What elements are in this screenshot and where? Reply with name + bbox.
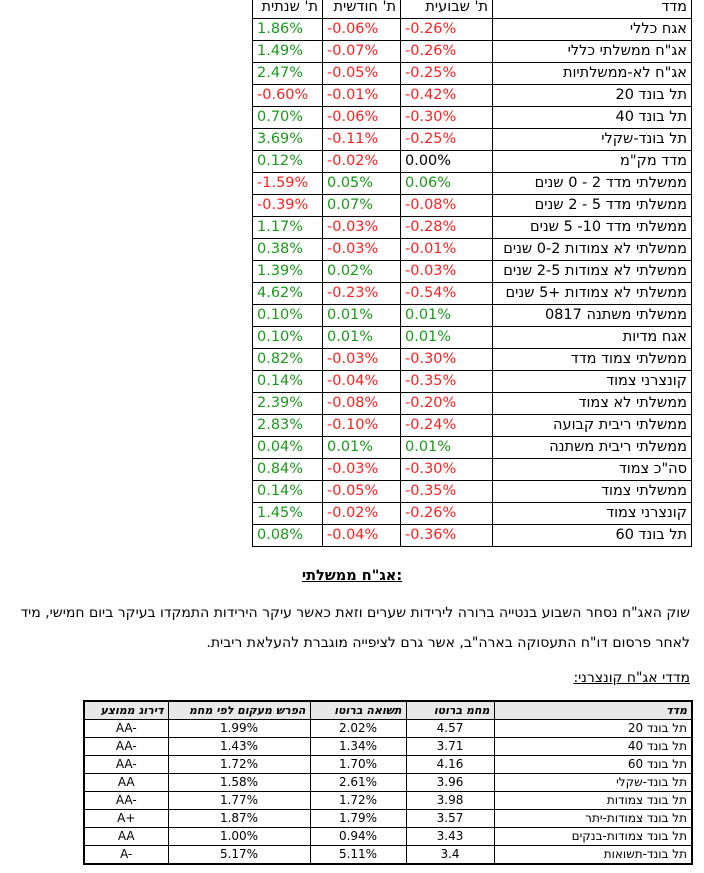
cell-yearly: 0.14% (253, 371, 323, 393)
cell-spread: 1.58% (168, 774, 310, 792)
cell-gross-duration: 3.96 (406, 774, 494, 792)
cell-rating: AA- (84, 738, 168, 756)
cell-index-name: ממשלתי מדד 10- 5 שנים (493, 217, 692, 239)
table-row (253, 415, 692, 437)
cell-gross-yield: 1.34% (310, 738, 406, 756)
cell-monthly: -0.06% (323, 107, 401, 129)
cell-index-name: תל בונד 20 (493, 85, 692, 107)
cell-rating: AA- (84, 756, 168, 774)
cell-weekly: -0.26% (401, 19, 493, 41)
cell-weekly: 0.01% (401, 437, 493, 459)
table-row (253, 239, 692, 261)
cell-yearly: 0.82% (253, 349, 323, 371)
cell-monthly: -0.04% (323, 525, 401, 547)
cell-rating: AA (84, 774, 168, 792)
cell-index-name: ממשלתי צמוד מדד (493, 349, 692, 371)
table-row (84, 810, 692, 828)
cell-weekly: -0.30% (401, 349, 493, 371)
table-row (253, 85, 692, 107)
cell-yearly: -0.39% (253, 195, 323, 217)
table-row (253, 283, 692, 305)
cell-monthly: -0.23% (323, 283, 401, 305)
cell-gross-duration: 4.16 (406, 756, 494, 774)
header-average-rating: דירוג ממוצע (84, 701, 168, 720)
cell-yearly: -0.60% (253, 85, 323, 107)
cell-index-name: ממשלתי לא צמוד (493, 393, 692, 415)
cell-gross-yield: 1.70% (310, 756, 406, 774)
cell-rating: AA (84, 828, 168, 846)
cell-weekly: -0.25% (401, 129, 493, 151)
cell-yearly: 2.83% (253, 415, 323, 437)
cell-index-name: ממשלתי מדד 5 - 2 שנים (493, 195, 692, 217)
cell-index-name: תל בונד 60 (493, 525, 692, 547)
cell-yearly: 0.84% (253, 459, 323, 481)
table-row (253, 63, 692, 85)
cell-weekly: -0.25% (401, 63, 493, 85)
table-row (84, 846, 692, 865)
header-index-name: מדד (493, 0, 692, 19)
cell-spread: 1.72% (168, 756, 310, 774)
table-row (84, 828, 692, 846)
cell-yearly: 0.12% (253, 151, 323, 173)
indices-header-row (253, 0, 692, 19)
cell-weekly: -0.54% (401, 283, 493, 305)
cell-rating: AA- (84, 720, 168, 738)
header-spread: הפרש מעקום לפי מחמ (168, 701, 310, 720)
cell-index-name: ממשלתי מדד 2 - 0 שנים (493, 173, 692, 195)
cell-index-name: ממשלתי משתנה 0817 (493, 305, 692, 327)
table-row (253, 327, 692, 349)
cell-corp-index-name: תל בונד-תשואות (494, 846, 692, 865)
table-row (253, 459, 692, 481)
cell-monthly: 0.02% (323, 261, 401, 283)
cell-monthly: -0.03% (323, 459, 401, 481)
cell-yearly: 0.14% (253, 481, 323, 503)
cell-weekly: -0.01% (401, 239, 493, 261)
cell-monthly: -0.06% (323, 19, 401, 41)
cell-weekly: 0.06% (401, 173, 493, 195)
cell-yearly: 0.10% (253, 327, 323, 349)
cell-index-name: אגח מדיות (493, 327, 692, 349)
cell-index-name: תל בונד-שקלי (493, 129, 692, 151)
cell-yearly: 2.39% (253, 393, 323, 415)
cell-weekly: -0.08% (401, 195, 493, 217)
cell-index-name: ממשלתי צמוד (493, 481, 692, 503)
cell-index-name: סה"כ צמוד (493, 459, 692, 481)
cell-weekly: -0.42% (401, 85, 493, 107)
cell-monthly: -0.04% (323, 371, 401, 393)
cell-weekly: -0.36% (401, 525, 493, 547)
cell-weekly: -0.28% (401, 217, 493, 239)
cell-monthly: -0.08% (323, 393, 401, 415)
cell-monthly: -0.03% (323, 349, 401, 371)
cell-gross-yield: 1.79% (310, 810, 406, 828)
table-row (84, 720, 692, 738)
cell-corp-index-name: תל בונד צמודות-יתר (494, 810, 692, 828)
cell-weekly: -0.30% (401, 107, 493, 129)
cell-weekly: 0.01% (401, 327, 493, 349)
cell-weekly: -0.26% (401, 503, 493, 525)
cell-gross-yield: 2.02% (310, 720, 406, 738)
subsection-title-corporate-indices: מדדי אג"ח קונצרני: (573, 670, 690, 686)
table-row (253, 349, 692, 371)
cell-monthly: -0.05% (323, 63, 401, 85)
cell-index-name: אג"ח לא-ממשלתיות (493, 63, 692, 85)
cell-spread: 1.77% (168, 792, 310, 810)
table-row (253, 173, 692, 195)
table-row (253, 107, 692, 129)
table-row (253, 41, 692, 63)
cell-spread: 1.00% (168, 828, 310, 846)
cell-rating: AA- (84, 792, 168, 810)
table-row (253, 305, 692, 327)
cell-rating: A+ (84, 810, 168, 828)
cell-monthly: 0.01% (323, 305, 401, 327)
cell-weekly: -0.24% (401, 415, 493, 437)
header-gross-yield: תשואה ברוטו (310, 701, 406, 720)
cell-yearly: 1.45% (253, 503, 323, 525)
cell-weekly: 0.00% (401, 151, 493, 173)
cell-monthly: -0.11% (323, 129, 401, 151)
bond-indices-table (252, 0, 692, 547)
cell-yearly: 3.69% (253, 129, 323, 151)
cell-monthly: -0.03% (323, 239, 401, 261)
cell-yearly: 0.04% (253, 437, 323, 459)
cell-monthly: -0.03% (323, 217, 401, 239)
cell-monthly: 0.01% (323, 437, 401, 459)
cell-index-name: ממשלתי לא צמודות 0-2 שנים (493, 239, 692, 261)
cell-corp-index-name: תל בונד-שקלי (494, 774, 692, 792)
cell-yearly: 0.70% (253, 107, 323, 129)
header-weekly: ת' שבועית (401, 0, 493, 19)
header-corp-index-name: מדד (494, 701, 692, 720)
table-row (253, 503, 692, 525)
cell-monthly: 0.07% (323, 195, 401, 217)
table-row (253, 437, 692, 459)
cell-yearly: 4.62% (253, 283, 323, 305)
table-row (253, 217, 692, 239)
cell-corp-index-name: תל בונד 60 (494, 756, 692, 774)
cell-corp-index-name: תל בונד 40 (494, 738, 692, 756)
cell-index-name: קונצרני צמוד (493, 503, 692, 525)
cell-gross-yield: 1.72% (310, 792, 406, 810)
table-row (84, 774, 692, 792)
table-row (253, 525, 692, 547)
table-row (84, 756, 692, 774)
cell-yearly: 0.10% (253, 305, 323, 327)
cell-gross-duration: 3.71 (406, 738, 494, 756)
cell-spread: 5.17% (168, 846, 310, 865)
cell-spread: 1.43% (168, 738, 310, 756)
cell-weekly: -0.30% (401, 459, 493, 481)
section-title-government-bonds: אג"ח ממשלתי: (301, 568, 403, 584)
cell-gross-yield: 5.11% (310, 846, 406, 865)
table-row (253, 129, 692, 151)
header-monthly: ת' חודשית (323, 0, 401, 19)
cell-index-name: אג"ח ממשלתי כללי (493, 41, 692, 63)
cell-yearly: 1.86% (253, 19, 323, 41)
table-row (84, 792, 692, 810)
cell-index-name: ממשלתי ריבית קבועה (493, 415, 692, 437)
table-row (253, 371, 692, 393)
cell-index-name: מדד מק"מ (493, 151, 692, 173)
cell-gross-duration: 4.57 (406, 720, 494, 738)
cell-corp-index-name: תל בונד 20 (494, 720, 692, 738)
cell-yearly: 0.08% (253, 525, 323, 547)
table-row (253, 481, 692, 503)
cell-spread: 1.99% (168, 720, 310, 738)
cell-monthly: -0.05% (323, 481, 401, 503)
cell-weekly: -0.03% (401, 261, 493, 283)
corp-header-row (84, 701, 692, 720)
cell-index-name: קונצרני צמוד (493, 371, 692, 393)
table-row (253, 261, 692, 283)
cell-index-name: ממשלתי לא צמודות 2-5 שנים (493, 261, 692, 283)
cell-yearly: 1.49% (253, 41, 323, 63)
table-row (253, 151, 692, 173)
cell-gross-yield: 2.61% (310, 774, 406, 792)
cell-weekly: -0.26% (401, 41, 493, 63)
header-yearly: ת' שנתית (253, 0, 323, 19)
cell-monthly: 0.05% (323, 173, 401, 195)
cell-corp-index-name: תל בונד צמודות-בנקים (494, 828, 692, 846)
cell-monthly: -0.02% (323, 151, 401, 173)
table-row (253, 19, 692, 41)
cell-yearly: 2.47% (253, 63, 323, 85)
table-row (253, 393, 692, 415)
cell-gross-duration: 3.4 (406, 846, 494, 865)
cell-monthly: -0.10% (323, 415, 401, 437)
cell-yearly: 0.38% (253, 239, 323, 261)
cell-index-name: ממשלתי לא צמודות +5 שנים (493, 283, 692, 305)
market-commentary-paragraph: שוק האג"ח נסחר השבוע בנטייה ברורה לירידות שערים וזאת כאשר עיקר הירידות התמקדו בעיקר ביום חמישי, מיד לאחר פרסום דו"ח התעסוקה בארה"ב, אשר גרם לציפייה מוגברת להעלאת ריבית. (20, 605, 690, 651)
cell-spread: 1.87% (168, 810, 310, 828)
cell-gross-duration: 3.98 (406, 792, 494, 810)
cell-gross-yield: 0.94% (310, 828, 406, 846)
table-row (84, 738, 692, 756)
cell-index-name: אגח כללי (493, 19, 692, 41)
cell-index-name: ממשלתי ריבית משתנה (493, 437, 692, 459)
cell-index-name: תל בונד 40 (493, 107, 692, 129)
cell-gross-duration: 3.43 (406, 828, 494, 846)
cell-yearly: -1.59% (253, 173, 323, 195)
cell-yearly: 1.17% (253, 217, 323, 239)
corporate-bond-indices-table (83, 700, 693, 865)
cell-weekly: -0.20% (401, 393, 493, 415)
cell-weekly: -0.35% (401, 371, 493, 393)
cell-weekly: -0.35% (401, 481, 493, 503)
cell-monthly: -0.02% (323, 503, 401, 525)
cell-corp-index-name: תל בונד צמודות (494, 792, 692, 810)
cell-gross-duration: 3.57 (406, 810, 494, 828)
cell-monthly: -0.07% (323, 41, 401, 63)
cell-monthly: -0.01% (323, 85, 401, 107)
cell-weekly: 0.01% (401, 305, 493, 327)
cell-rating: A- (84, 846, 168, 865)
header-gross-duration: מחמ ברוטו (406, 701, 494, 720)
cell-monthly: 0.01% (323, 327, 401, 349)
cell-yearly: 1.39% (253, 261, 323, 283)
table-row (253, 195, 692, 217)
